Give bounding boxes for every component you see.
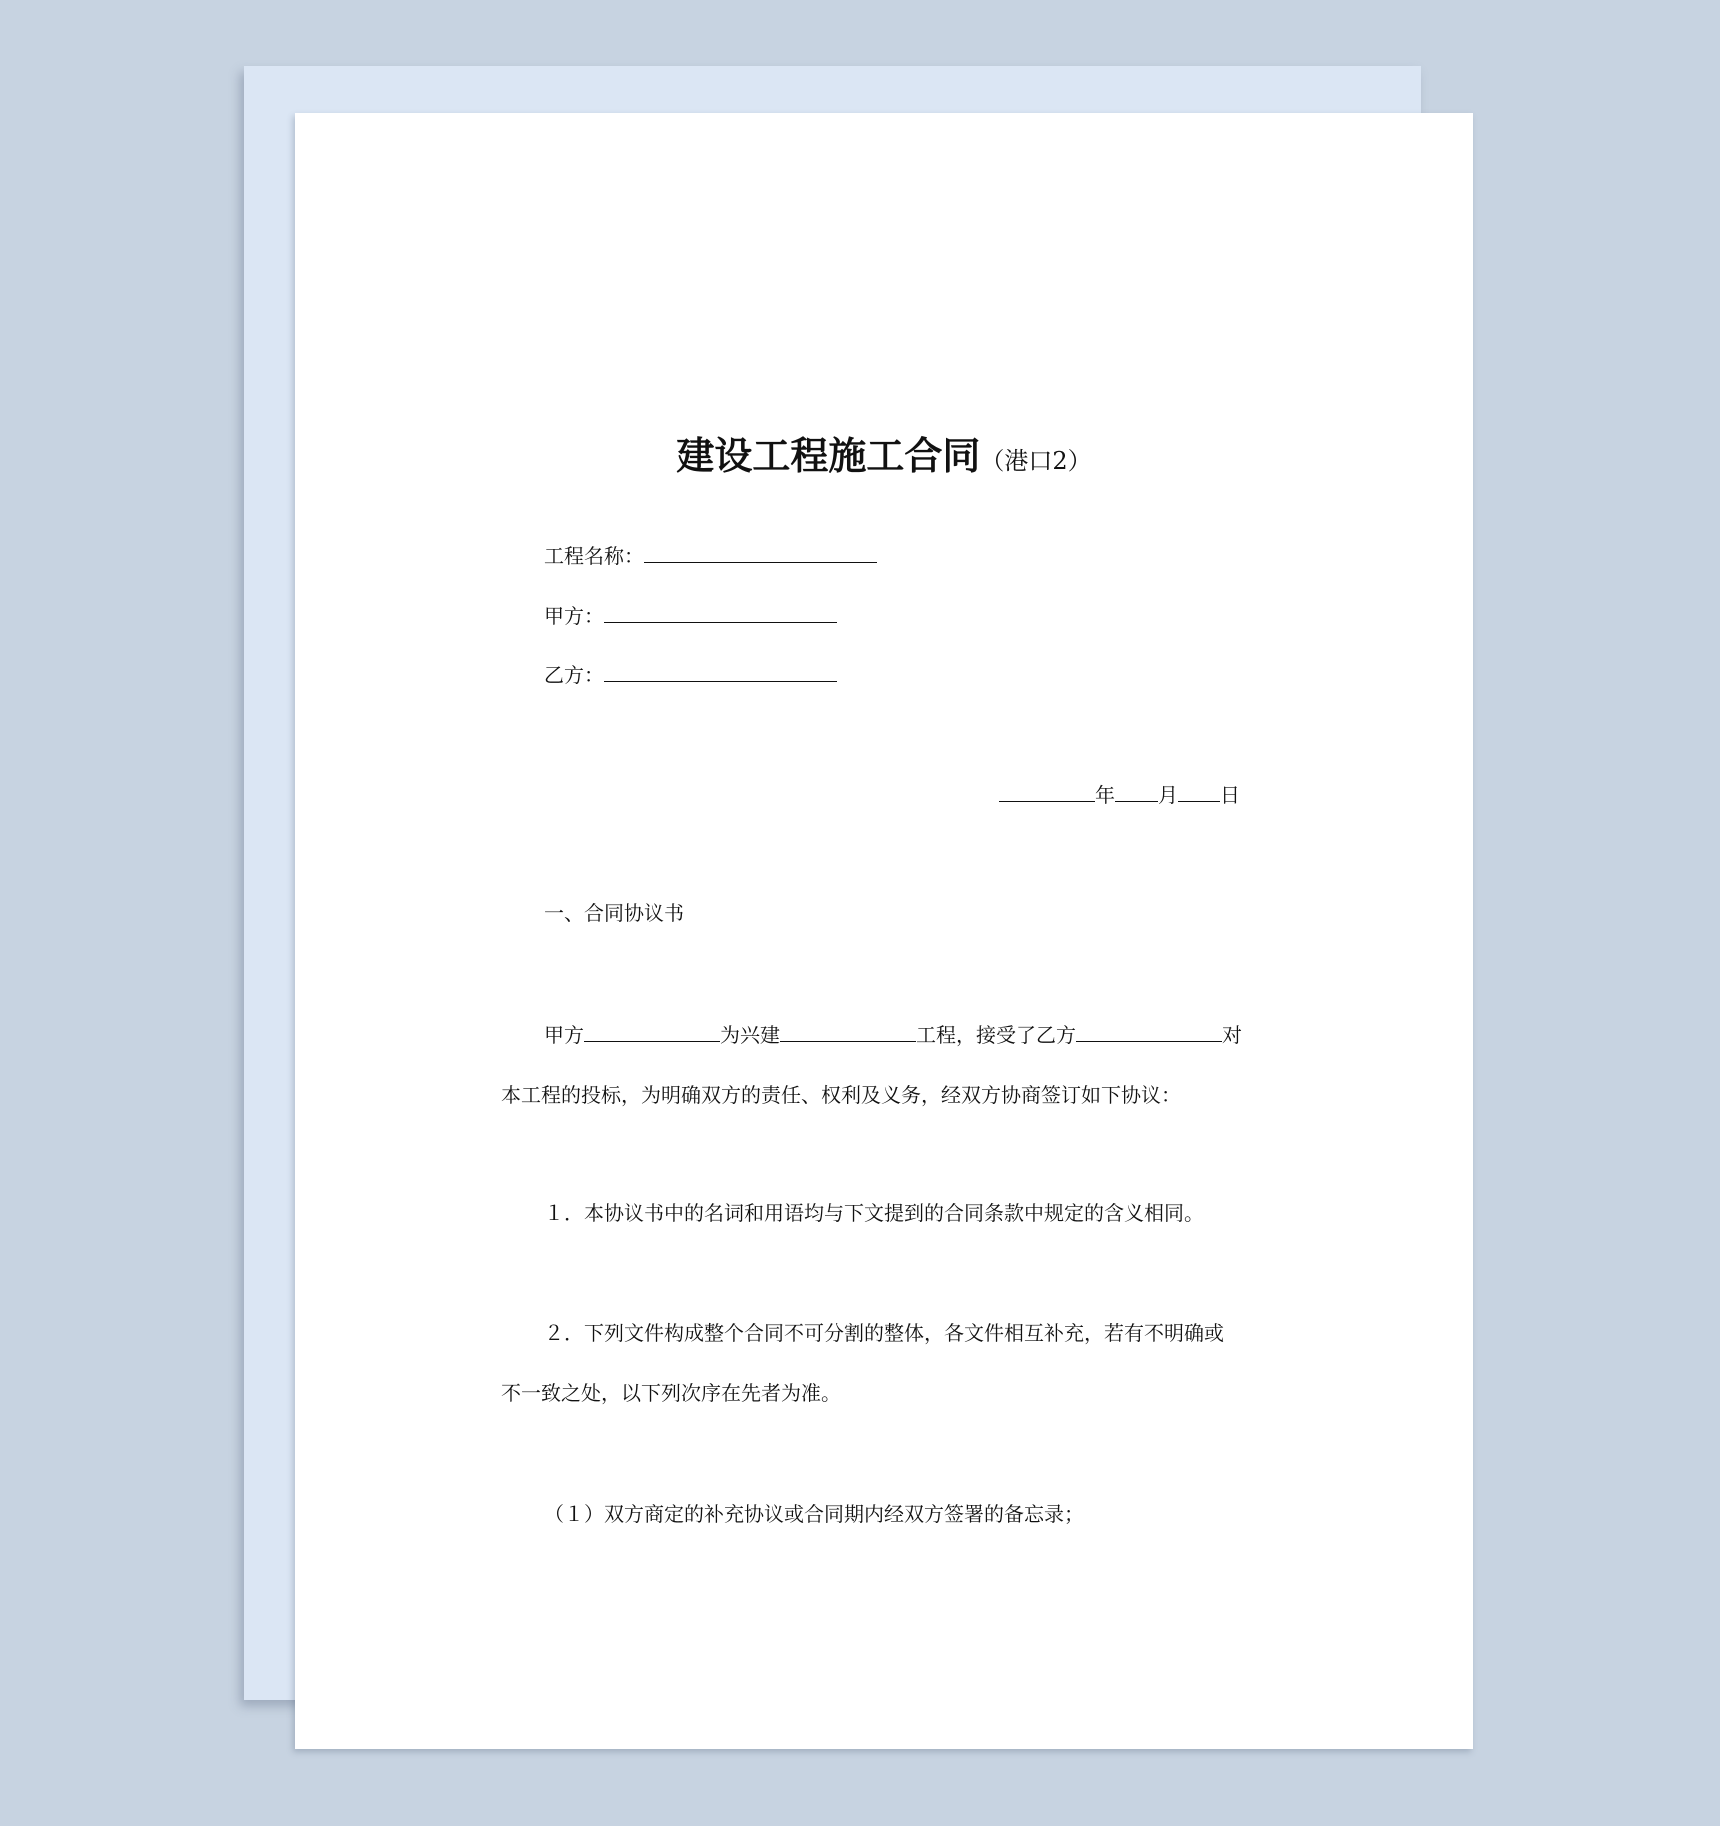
project-blank[interactable]: [780, 1021, 916, 1042]
section-heading: 一、合同协议书: [544, 901, 684, 925]
text: 甲方: [544, 1023, 584, 1047]
project-name-label: 工程名称：: [544, 544, 644, 568]
party-b-blank[interactable]: [604, 661, 837, 682]
title-sub: （港口2）: [980, 447, 1092, 475]
sub-item-1: （１）双方商定的补充协议或合同期内经双方签署的备忘录；: [544, 1502, 1084, 1526]
text: 为兴建: [720, 1023, 780, 1047]
year-blank[interactable]: [999, 781, 1095, 802]
month-blank[interactable]: [1115, 781, 1158, 802]
project-name-field: [544, 542, 877, 568]
para1-line1: [544, 1021, 1242, 1047]
text: 对: [1222, 1023, 1242, 1047]
day-blank[interactable]: [1178, 781, 1220, 802]
para1-line2: 本工程的投标，为明确双方的责任、权利及义务，经双方协商签订如下协议：: [501, 1083, 1181, 1107]
party-a-label: 甲方：: [544, 604, 604, 628]
party-b-field: [544, 661, 837, 687]
party-b-blank-2[interactable]: [1076, 1021, 1222, 1042]
year-label: 年: [1095, 783, 1115, 807]
party-a-blank[interactable]: [604, 602, 837, 623]
item-2-line1: ２．下列文件构成整个合同不可分割的整体，各文件相互补充，若有不明确或: [544, 1321, 1224, 1345]
title-main: 建设工程施工合同: [676, 434, 981, 478]
party-b-label: 乙方：: [544, 663, 604, 687]
month-label: 月: [1158, 783, 1178, 807]
item-1: １．本协议书中的名词和用语均与下文提到的合同条款中规定的含义相同。: [544, 1201, 1204, 1225]
item-2-line2: 不一致之处，以下列次序在先者为准。: [501, 1381, 841, 1405]
party-a-field: [544, 602, 837, 628]
party-a-blank-2[interactable]: [584, 1021, 720, 1042]
document-title: [295, 425, 1473, 480]
document-page: [295, 113, 1473, 1749]
day-label: 日: [1220, 783, 1240, 807]
project-name-blank[interactable]: [644, 542, 877, 563]
date-line: [999, 781, 1240, 807]
text: 工程，接受了乙方: [916, 1023, 1076, 1047]
